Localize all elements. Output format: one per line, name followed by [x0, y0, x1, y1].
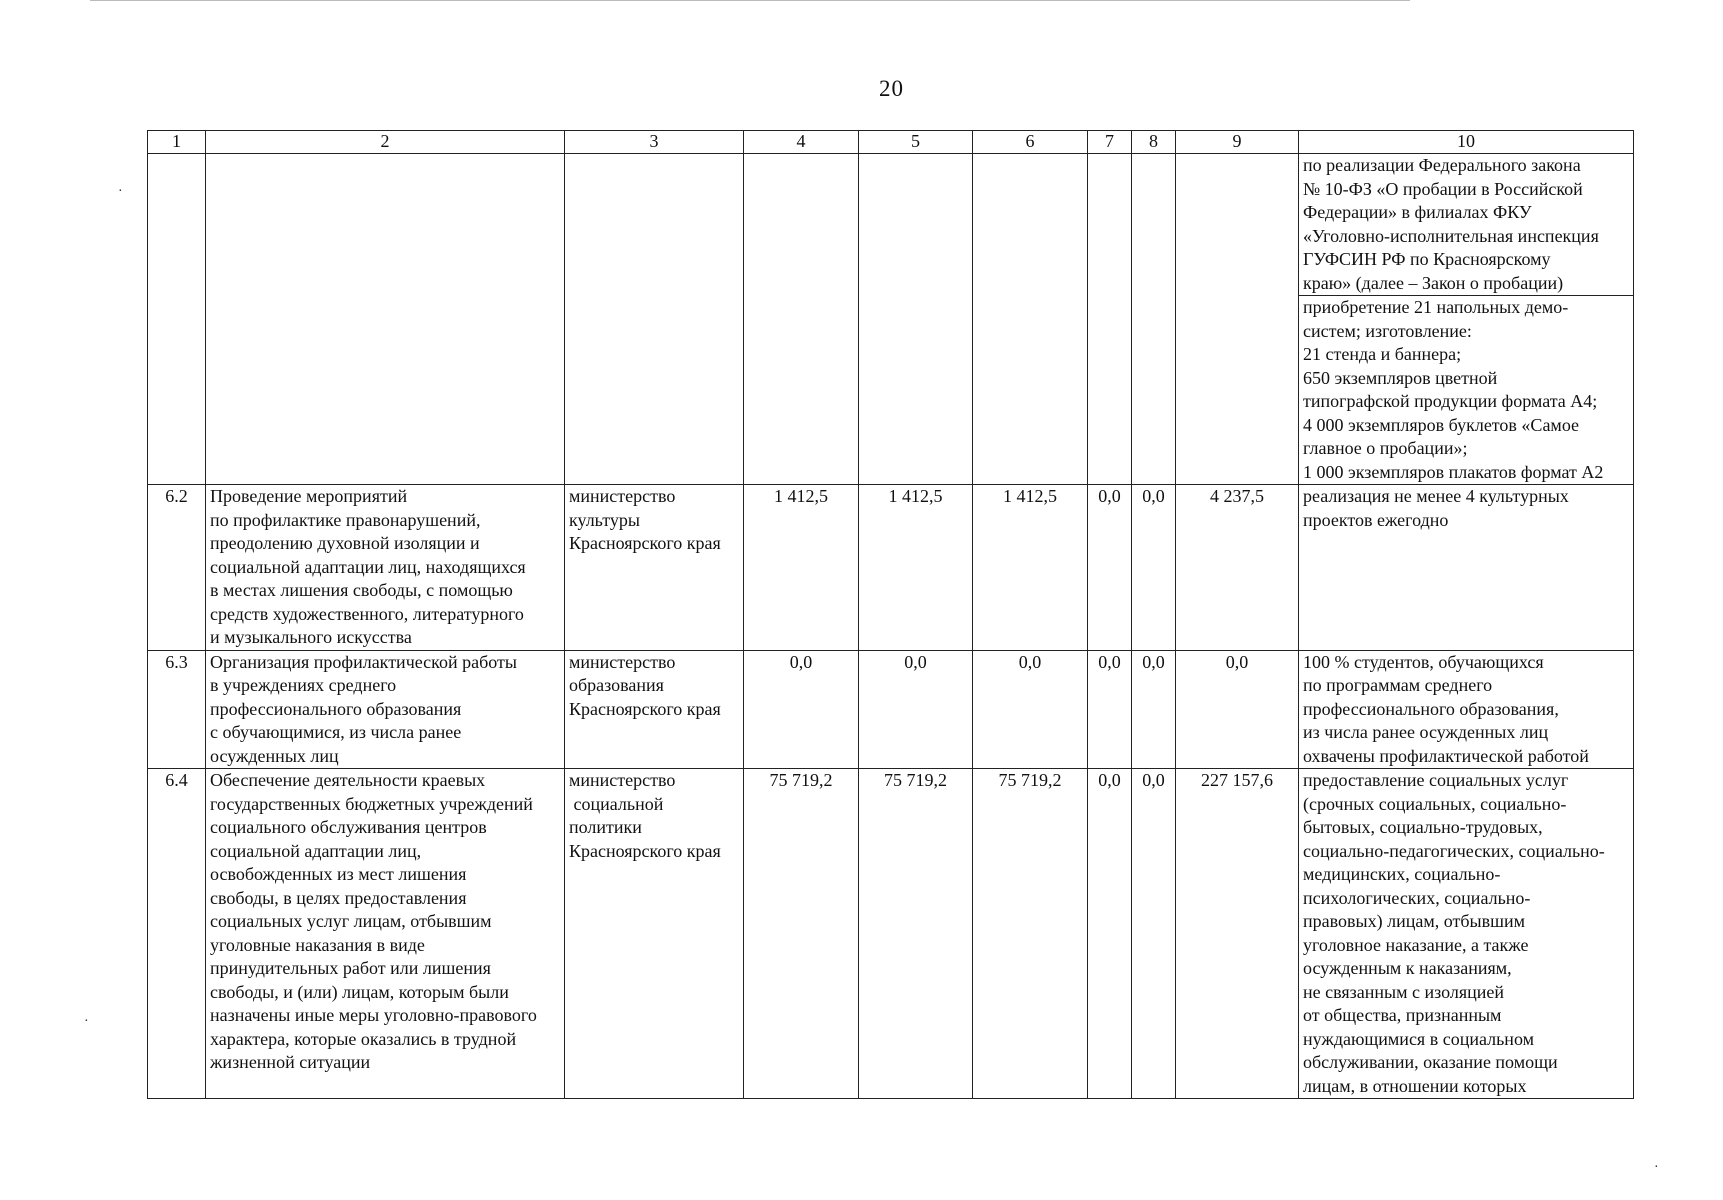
top-scan-rule — [90, 0, 1410, 2]
text-line: социальной — [569, 793, 664, 814]
scan-speck: · — [118, 184, 123, 199]
text-line: социального обслуживания центров — [210, 817, 487, 837]
text-line: в учреждениях среднего — [210, 675, 397, 695]
text-line: 650 экземпляров цветной — [1303, 367, 1498, 388]
text-line: Обеспечение деятельности краевых — [210, 770, 486, 790]
text-line: 100 % студентов, обучающихся — [1303, 651, 1544, 672]
text-line: обслуживании, оказание помощи — [1303, 1052, 1558, 1072]
text-line: социальной адаптации лиц, — [210, 840, 422, 861]
text-line: министерство — [569, 651, 676, 672]
activity-cell — [206, 485, 565, 651]
cell-empty — [1132, 154, 1176, 485]
value-col-5: 0,0 — [859, 650, 973, 769]
value-col-9-total: 227 157,6 — [1176, 769, 1299, 1099]
executor-cell — [565, 769, 744, 1099]
header-col-4: 4 — [744, 131, 859, 154]
text-line: реализация не менее 4 культурных — [1303, 486, 1569, 506]
table-row-6-3 — [148, 650, 1634, 769]
text-line: свободы, в целях предоставления — [210, 887, 467, 908]
text-line: Красноярского края — [569, 840, 721, 861]
text-line: Организация профилактической работы — [210, 651, 518, 672]
program-activities-table — [147, 130, 1634, 1099]
result-block-probation-law — [1303, 154, 1629, 295]
header-col-9: 9 — [1176, 131, 1299, 154]
text-line: психологических, социально- — [1303, 887, 1531, 908]
text-line: осужденным к наказаниям, — [1303, 958, 1512, 978]
text-line: жизненной ситуации — [210, 1052, 371, 1072]
header-col-5: 5 — [859, 131, 973, 154]
text-line: из числа ранее осужденных лиц — [1303, 722, 1549, 742]
text-line: по профилактике правонарушений, — [210, 509, 481, 530]
text-line: министерство — [569, 770, 676, 790]
text-line: (срочных социальных, социально- — [1303, 793, 1567, 814]
value-col-4: 1 412,5 — [744, 485, 859, 651]
text-line: осужденных лиц — [210, 745, 339, 766]
continuation-result-cell — [1299, 154, 1634, 485]
header-col-1: 1 — [148, 131, 206, 154]
header-col-8: 8 — [1132, 131, 1176, 154]
scan-speck: · — [1654, 1160, 1659, 1175]
text-line: № 10-ФЗ «О пробации в Российской — [1303, 178, 1583, 199]
executor-cell — [565, 650, 744, 769]
text-line: главное о пробации»; — [1303, 438, 1468, 458]
result-cell — [1299, 650, 1634, 769]
header-col-2: 2 — [206, 131, 565, 154]
text-line: уголовное наказание, а также — [1303, 934, 1529, 955]
cell-empty — [973, 154, 1088, 485]
cell-empty — [1176, 154, 1299, 485]
text-line: медицинских, социально- — [1303, 864, 1501, 884]
value-col-5: 75 719,2 — [859, 769, 973, 1099]
text-line: освобожденных из мест лишения — [210, 864, 467, 884]
value-col-8: 0,0 — [1132, 485, 1176, 651]
row-index: 6.4 — [148, 769, 206, 1099]
value-col-8: 0,0 — [1132, 769, 1176, 1099]
text-line: образования — [569, 675, 664, 695]
text-line: Красноярского края — [569, 698, 721, 719]
value-col-6: 0,0 — [973, 650, 1088, 769]
text-line: проектов ежегодно — [1303, 509, 1449, 530]
text-line: государственных бюджетных учреждений — [210, 793, 533, 814]
header-col-10: 10 — [1299, 131, 1634, 154]
text-line: правовых) лицам, отбывшим — [1303, 911, 1525, 931]
header-col-7: 7 — [1088, 131, 1132, 154]
text-line: предоставление социальных услуг — [1303, 770, 1569, 790]
text-line: 4 000 экземпляров буклетов «Самое — [1303, 414, 1580, 435]
text-line: уголовные наказания в виде — [210, 934, 425, 955]
value-col-6: 75 719,2 — [973, 769, 1088, 1099]
result-cell — [1299, 769, 1634, 1099]
cell-empty — [565, 154, 744, 485]
text-line: краю» (далее – Закон о пробации) — [1303, 272, 1564, 293]
text-line: Проведение мероприятий — [210, 486, 408, 506]
text-line: лицам, в отношении которых — [1303, 1075, 1527, 1096]
text-line: бытовых, социально-трудовых, — [1303, 817, 1543, 837]
text-line: охвачены профилактической работой — [1303, 745, 1589, 766]
text-line: преодолению духовной изоляции и — [210, 533, 480, 553]
value-col-9-total: 4 237,5 — [1176, 485, 1299, 651]
text-line: приобретение 21 напольных демо- — [1303, 297, 1569, 317]
text-line: Федерации» в филиалах ФКУ — [1303, 202, 1532, 222]
activity-cell — [206, 650, 565, 769]
header-row — [148, 131, 1634, 154]
result-cell — [1299, 485, 1634, 651]
value-col-5: 1 412,5 — [859, 485, 973, 651]
activity-cell — [206, 769, 565, 1099]
cell-empty — [206, 154, 565, 485]
continuation-row — [148, 154, 1634, 485]
text-line: по программам среднего — [1303, 675, 1493, 695]
value-col-4: 0,0 — [744, 650, 859, 769]
value-col-7: 0,0 — [1088, 769, 1132, 1099]
header-col-3: 3 — [565, 131, 744, 154]
value-col-9-total: 0,0 — [1176, 650, 1299, 769]
value-col-6: 1 412,5 — [973, 485, 1088, 651]
table-row-6-4 — [148, 769, 1634, 1099]
text-line: свободы, и (или) лицам, которым были — [210, 981, 509, 1002]
cell-empty — [148, 154, 206, 485]
text-line: и музыкального искусства — [210, 627, 412, 647]
table-row-6-2 — [148, 485, 1634, 651]
text-line: социальных услуг лицам, отбывшим — [210, 911, 492, 931]
value-col-4: 75 719,2 — [744, 769, 859, 1099]
text-line: средств художественного, литературного — [210, 603, 524, 624]
value-col-8: 0,0 — [1132, 650, 1176, 769]
text-line: Красноярского края — [569, 533, 721, 553]
text-line: типографской продукции формата А4; — [1303, 391, 1598, 411]
executor-cell — [565, 485, 744, 651]
text-line: принудительных работ или лишения — [210, 958, 491, 978]
text-line: нуждающимися в социальном — [1303, 1028, 1534, 1049]
cell-empty — [1088, 154, 1132, 485]
row-index: 6.2 — [148, 485, 206, 651]
text-line: социально-педагогических, социально- — [1303, 840, 1605, 861]
text-line: от общества, признанным — [1303, 1005, 1502, 1025]
text-line: с обучающимися, из числа ранее — [210, 722, 462, 742]
cell-empty — [744, 154, 859, 485]
text-line: по реализации Федерального закона — [1303, 155, 1581, 175]
scan-speck: · — [84, 1014, 89, 1029]
text-line: характера, которые оказались в трудной — [210, 1028, 517, 1049]
text-line: назначены иные меры уголовно-правового — [210, 1005, 537, 1025]
text-line: «Уголовно-исполнительная инспекция — [1303, 225, 1599, 246]
row-index: 6.3 — [148, 650, 206, 769]
value-col-7: 0,0 — [1088, 650, 1132, 769]
header-col-6: 6 — [973, 131, 1088, 154]
text-line: 21 стенда и баннера; — [1303, 344, 1462, 364]
text-line: политики — [569, 817, 642, 837]
text-line: профессионального образования — [210, 698, 462, 719]
text-line: в местах лишения свободы, с помощью — [210, 580, 513, 600]
text-line: не связанным с изоляцией — [1303, 981, 1505, 1002]
page-number: 20 — [879, 76, 904, 101]
text-line: ГУФСИН РФ по Красноярскому — [1303, 249, 1551, 269]
text-line: профессионального образования, — [1303, 698, 1559, 719]
result-block-materials — [1299, 295, 1633, 484]
text-line: социальной адаптации лиц, находящихся — [210, 556, 526, 577]
cell-empty — [859, 154, 973, 485]
text-line: 1 000 экземпляров плакатов формат А2 — [1303, 461, 1604, 482]
text-line: министерство — [569, 486, 676, 506]
text-line: систем; изготовление: — [1303, 320, 1472, 341]
value-col-7: 0,0 — [1088, 485, 1132, 651]
text-line: культуры — [569, 509, 640, 530]
